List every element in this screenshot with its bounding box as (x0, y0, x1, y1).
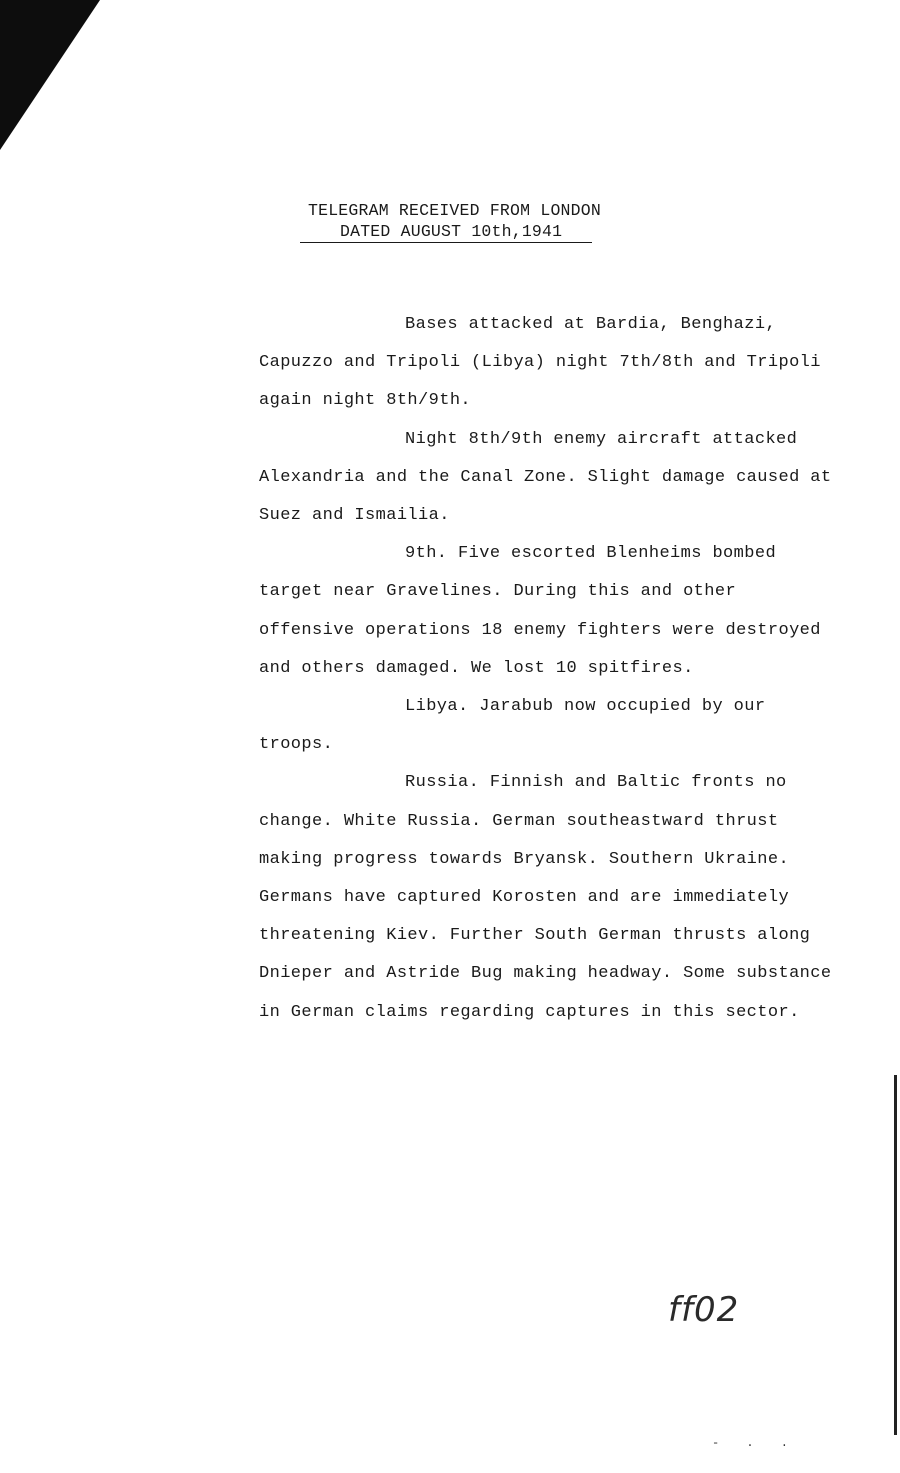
paragraph-libya: Libya. Jarabub now occupied by our troops. (259, 697, 766, 755)
bottom-marks: - . . (712, 1436, 799, 1450)
heading-line-1: TELEGRAM RECEIVED FROM LONDON (308, 201, 601, 220)
paragraph-russia: Russia. Finnish and Baltic fronts no change. White Russia. German southeastward thrust making progress towards Bryansk. Southern Ukraine. Germans have captured Korosten and are immediately threatening Kiev. Further South German thrusts along Dnieper and Astride Bug making headway. Some substance in German claims regarding captures in this sector. (259, 773, 832, 1022)
heading-line-2-date: DATED AUGUST 10th,1941 (300, 221, 592, 243)
paragraph-enemy-aircraft: Night 8th/9th enemy aircraft attacked Alexandria and the Canal Zone. Slight damage caused at Suez and Ismailia. (259, 429, 832, 526)
scan-edge-line (894, 1075, 897, 1435)
telegram-body (259, 306, 839, 1032)
paragraph-blenheims: 9th. Five escorted Blenheims bombed target near Gravelines. During this and other offensive operations 18 enemy fighters were destroyed and others damaged. We lost 10 spitfires. (259, 544, 821, 678)
scan-corner-shadow (0, 0, 105, 150)
paragraph-bases-attacked: Bases attacked at Bardia, Benghazi, Capuzzo and Tripoli (Libya) night 7th/8th and Tripoli again night 8th/9th. (259, 315, 821, 411)
telegram-heading (300, 200, 660, 243)
handwritten-reference: ff02 (668, 1290, 740, 1330)
